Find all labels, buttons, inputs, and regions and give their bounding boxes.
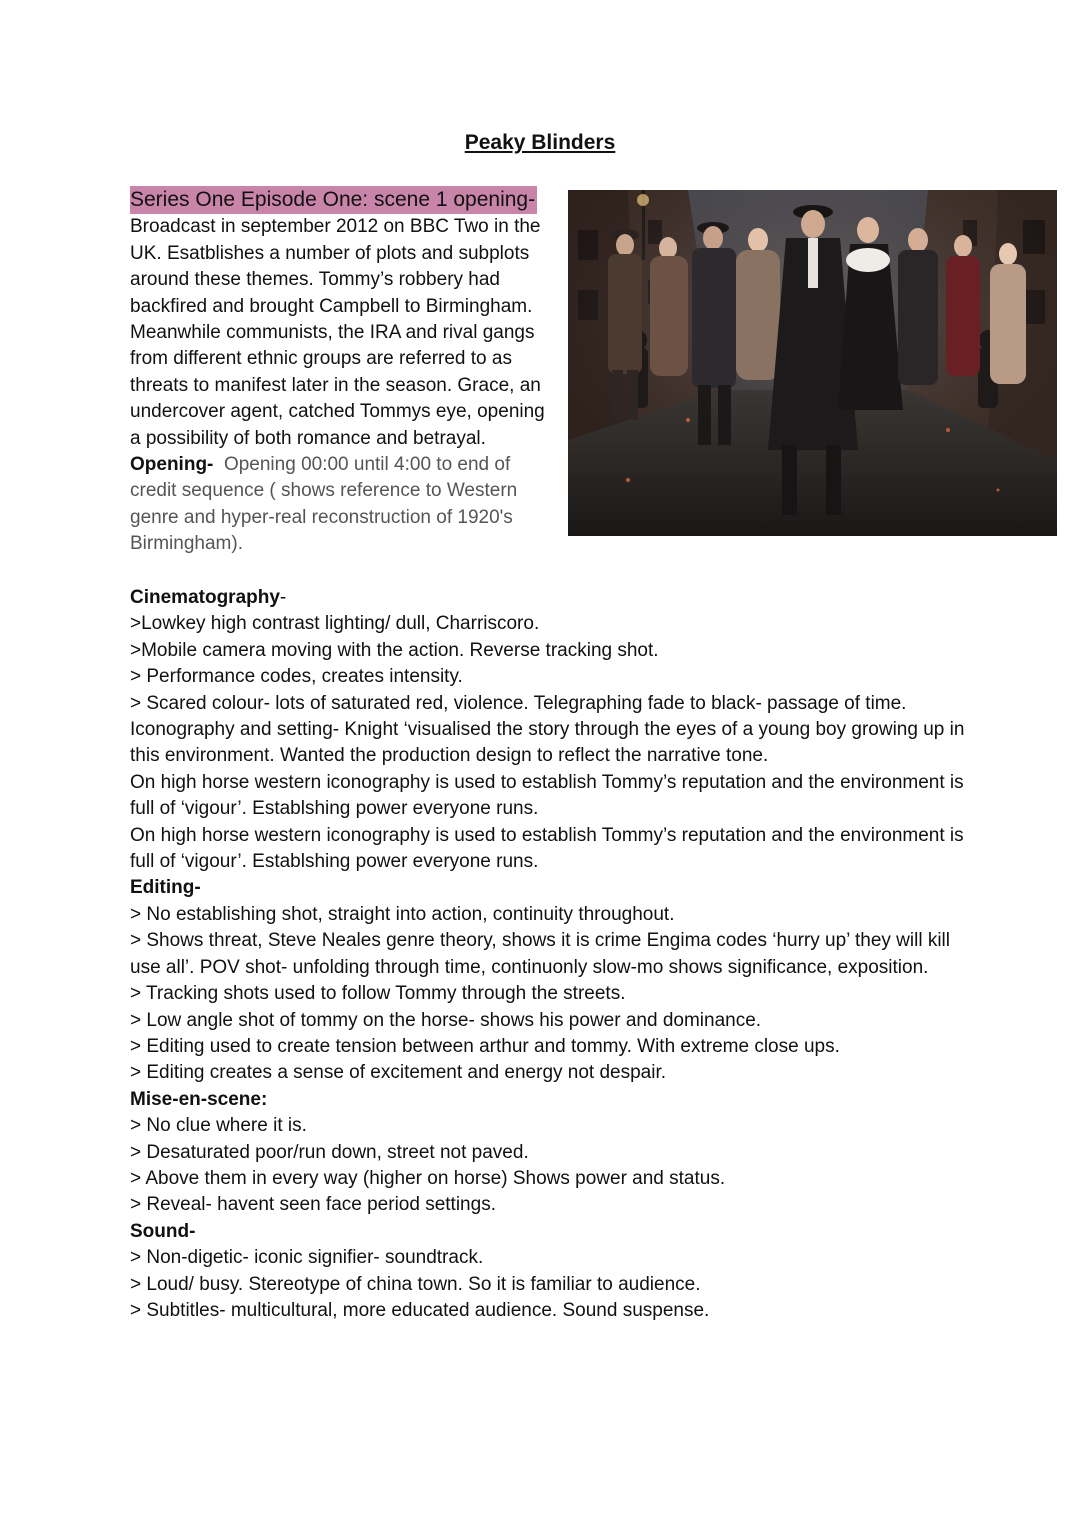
list-item: > Low angle shot of tommy on the horse- shows his power and dominance. <box>130 1009 762 1031</box>
cast-photo-illustration <box>568 190 1057 536</box>
intro-paragraph: Broadcast in september 2012 on BBC Two in the UK. Esatblishes a number of plots and subplots around these themes. Tommy’s robbery had backfired and brought Campbell to Birmingham. Meanwhile communists, the IRA and rival gangs from different ethnic groups are referred to as threats to manifest later in the season. Grace, an undercover agent, catched Tommys eye, opening a possibility of both romance and betrayal. <box>130 216 545 449</box>
opening-paragraph <box>130 452 560 558</box>
cast-photo <box>568 190 1057 536</box>
cinematography-heading: Cinematography- <box>130 587 287 608</box>
list-item: > Loud/ busy. Stereotype of china town. So it is familiar to audience. <box>130 1273 701 1295</box>
list-item: > Reveal- havent seen face period settings. <box>130 1194 496 1216</box>
list-item: > Shows threat, Steve Neales genre theory, shows it is crime Engima codes ‘hurry up’ they will kill use all’. POV shot- unfolding through time, continuonly slow-mo shows significance, exposition. <box>130 930 950 978</box>
list-item: > Editing creates a sense of excitement and energy not despair. <box>130 1062 667 1084</box>
list-item: > Desaturated poor/run down, street not paved. <box>130 1141 529 1163</box>
page-title: Peaky Blinders <box>464 131 616 154</box>
list-item: > No clue where it is. <box>130 1115 307 1137</box>
list-item: >Mobile camera moving with the action. Reverse tracking shot. <box>130 639 659 661</box>
list-item: > Subtitles- multicultural, more educated audience. Sound suspense. <box>130 1299 710 1321</box>
editing-heading: Editing- <box>130 877 201 899</box>
list-item: > Above them in every way (higher on horse) Shows power and status. <box>130 1167 726 1189</box>
list-item: > Tracking shots used to follow Tommy through the streets. <box>130 983 626 1005</box>
opening-label: Opening- <box>130 454 214 476</box>
list-item: > Scared colour- lots of saturated red, violence. Telegraphing fade to black- passage of time. <box>130 692 907 714</box>
mise-en-scene-heading: Mise-en-scene: <box>130 1088 268 1110</box>
iconography-paragraph: On high horse western iconography is used to establish Tommy’s reputation and the environment is full of ‘vigour’. Establshing power everyone runs. <box>130 771 964 820</box>
iconography-paragraph: Iconography and setting- Knight ‘visualised the story through the eyes of a young boy growing up in this environment. Wanted the production design to reflect the narrative tone. <box>130 719 965 767</box>
list-item: > Non-digetic- iconic signifier- soundtrack. <box>130 1247 484 1269</box>
list-item: > No establishing shot, straight into action, continuity throughout. <box>130 903 675 925</box>
iconography-paragraph: On high horse western iconography is used to establish Tommy’s reputation and the environment is full of ‘vigour’. Establshing power everyone runs. <box>130 824 964 873</box>
sound-heading: Sound- <box>130 1220 196 1242</box>
intro-column <box>130 186 560 558</box>
opening-text: Opening 00:00 until 4:00 to end of credit sequence ( shows reference to Western genre and hyper-real reconstruction of 1920's Birmingham). <box>130 454 518 555</box>
section-heading: Series One Episode One: scene 1 opening- <box>130 186 537 214</box>
notes-body <box>130 585 970 1324</box>
list-item: > Performance codes, creates intensity. <box>130 666 463 688</box>
list-item: > Editing used to create tension between arthur and tommy. With extreme close ups. <box>130 1035 840 1057</box>
list-item: >Lowkey high contrast lighting/ dull, Charriscoro. <box>130 613 540 635</box>
